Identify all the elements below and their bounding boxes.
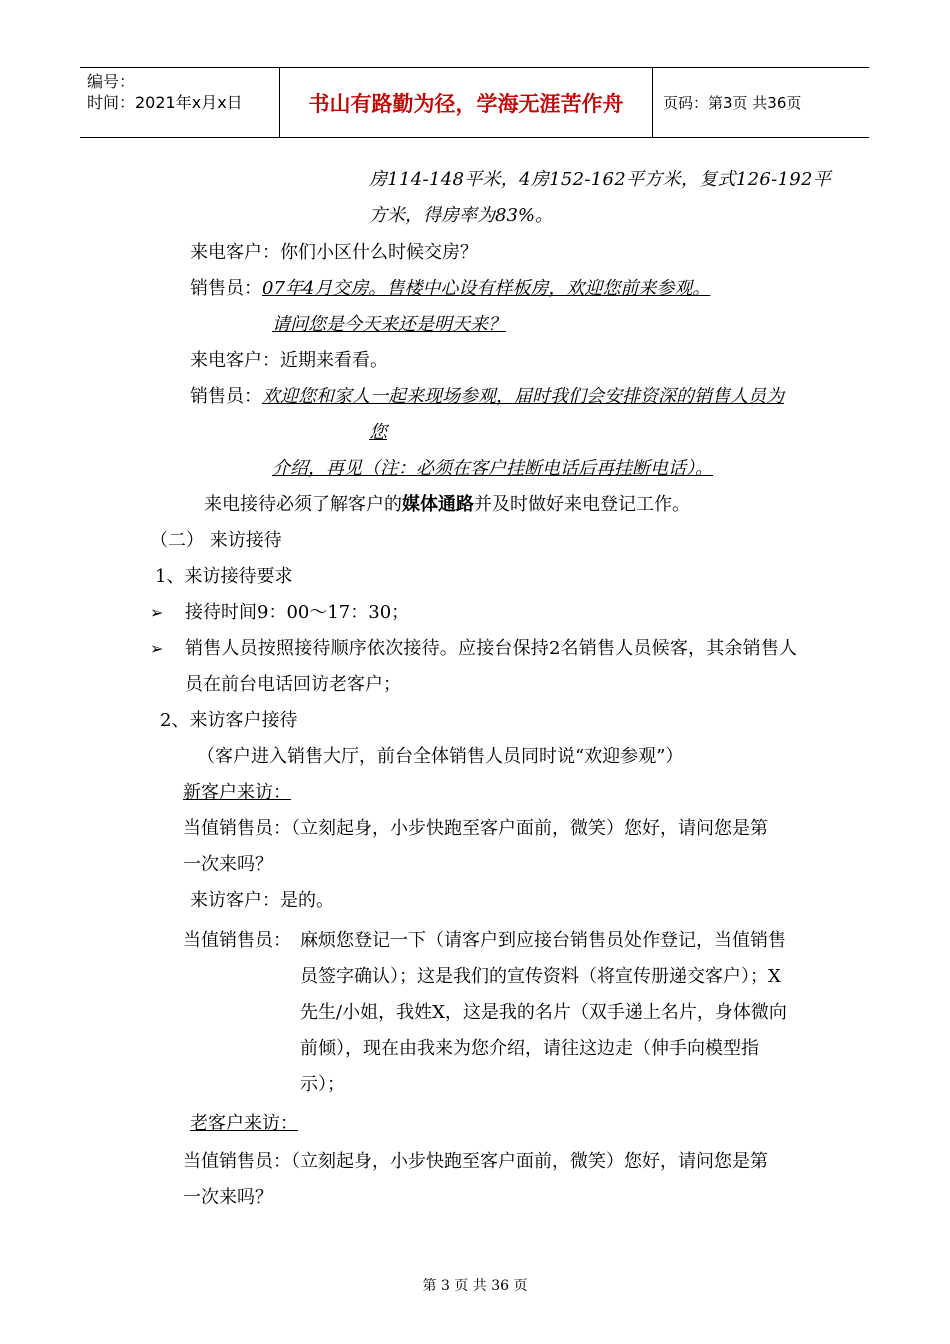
dialog-text: 麻烦您登记一下（请客户到应接台销售员处作登记，当值销售 [300,930,786,951]
header-motto: 书山有路勤为径，学海无涯苦作舟 [280,68,653,137]
dialog-line [190,385,784,409]
subsection-title: 2、来访客户接待 [160,710,298,731]
header-date: 时间：2021年x月x日 [87,93,243,112]
bullet-text: 员在前台电话回访老客户； [185,674,401,695]
page-footer: 第 3 页 共 36 页 [422,1278,528,1294]
page-header [80,67,869,138]
old-customer-title: 老客户来访： [190,1113,298,1134]
dialog-line [183,817,768,841]
bullet-text: 销售人员按照接待顺序依次接待。应接台保持2名销售人员候客，其余销售人 [185,638,798,659]
dialog-text: （立刻起身，小步快跑至客户面前，微笑）您好，请问您是第 [291,818,768,839]
dialog-text: 示）； [300,1074,345,1095]
speaker-label: 当值销售员： [183,818,291,839]
dialog-text: 是的。 [280,890,334,911]
dialog-text: 你们小区什么时候交房？ [280,242,478,263]
text-line: 方米，得房率为83%。 [369,205,554,226]
dialog-text: 员签字确认）；这是我们的宣传资料（将宣传册递交客户）；X [300,966,781,987]
text-line: 房114-148平米，4房152-162平方米，复式126-192平 [369,169,832,190]
speaker-label: 销售员： [190,278,262,299]
dialog-text: 您 [369,422,387,443]
dialog-line [190,277,710,301]
note-bold-text: 媒体通路 [402,494,474,515]
dialog-text: 一次来吗？ [183,1187,273,1208]
note-line: （客户进入销售大厅，前台全体销售人员同时说“欢迎参观”） [197,746,684,767]
dialog-line [190,349,388,373]
dialog-text: 一次来吗？ [183,854,273,875]
speaker-label: 来电客户： [190,242,280,263]
dialog-text: （立刻起身，小步快跑至客户面前，微笑）您好，请问您是第 [291,1151,768,1172]
speaker-label: 销售员： [190,386,262,407]
header-number-label: 编号： [87,72,136,91]
dialog-text: 介绍，再见（注：必须在客户挂断电话后再挂断电话）。 [272,458,713,479]
speaker-label: 来访客户： [190,890,280,911]
dialog-text: 前倾），现在由我来为您介绍，请往这边走（伸手向模型指 [300,1038,759,1059]
dialog-text: 07年4月交房。售楼中心设有样板房，欢迎您前来参观。 [262,278,711,299]
dialog-text: 请问您是今天来还是明天来？ [272,314,506,335]
new-customer-title: 新客户来访： [183,782,291,803]
speaker-label: 来电客户： [190,350,280,371]
arrow-bullet-icon: ➢ [150,639,164,658]
bullet-text: 接待时间9：00～17：30； [185,602,410,623]
section-title: （二） 来访接待 [150,530,282,551]
dialog-text: 近期来看看。 [280,350,388,371]
subsection-title: 1、来访接待要求 [155,566,293,587]
arrow-bullet-icon: ➢ [150,603,164,622]
note-line [204,493,690,517]
dialog-text: 先生/小姐，我姓X，这是我的名片（双手递上名片，身体微向 [300,1002,787,1023]
header-meta [80,68,280,137]
header-page-info: 页码：第3页 共36页 [663,94,802,112]
dialog-line [190,889,334,913]
dialog-text: 欢迎您和家人一起来现场参观，届时我们会安排资深的销售人员为 [262,386,784,407]
note-text: 来电接待必须了解客户的 [204,494,402,515]
dialog-line [183,1150,768,1174]
dialog-line [190,241,478,265]
speaker-label: 当值销售员： [183,1151,291,1172]
note-text: 并及时做好来电登记工作。 [474,494,690,515]
speaker-label: 当值销售员： [183,930,291,951]
